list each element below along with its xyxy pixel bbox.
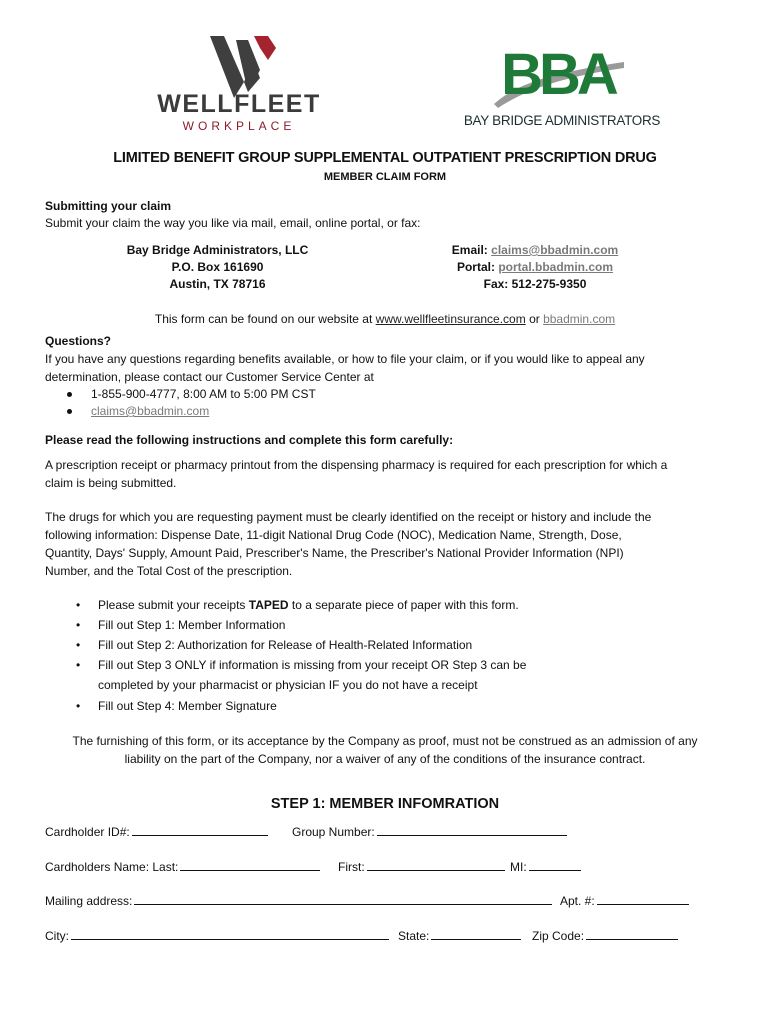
apt-row [560, 892, 693, 910]
state-field[interactable] [431, 927, 521, 940]
website-prefix: This form can be found on our website at [154, 312, 373, 326]
bullet-mark: • [76, 618, 81, 632]
mailing-address [110, 242, 325, 293]
state-label: State: [398, 929, 430, 943]
step1-title: STEP 1: MEMBER INFOMRATION [270, 796, 500, 812]
email-link[interactable]: claims@bbadmin.com [491, 243, 619, 257]
bullet-1-pre: Please submit your receipts [98, 598, 246, 612]
bba-logo-text: BBA [501, 42, 615, 107]
group-number-field[interactable] [377, 823, 567, 836]
instructions-para-1 [45, 456, 735, 492]
city-label: City: [45, 929, 69, 943]
wellfleet-sub: WORKPLACE [182, 119, 296, 133]
para-1-line-1: A prescription receipt or pharmacy printout from the dispensing pharmacy is required for each prescription for which a [45, 458, 668, 472]
instructions-heading: Please read the following instructions and complete this form carefully: [45, 433, 454, 447]
para-1-line-2: claim is being submitted. [45, 476, 177, 490]
zip-label: Zip Code: [532, 929, 585, 943]
last-name-field[interactable] [180, 858, 320, 871]
instructions-para-2 [45, 508, 735, 580]
address-line-3: Austin, TX 78716 [169, 277, 266, 291]
mailing-row [45, 892, 556, 910]
questions-heading: Questions? [45, 334, 112, 348]
disclaimer [0, 732, 770, 768]
bullet-1-bold: TAPED [248, 598, 289, 612]
mi-label: MI: [510, 860, 527, 874]
bullet-1-post: to a separate piece of paper with this form. [291, 598, 519, 612]
state-row [398, 927, 525, 945]
instruction-bullet-4-line-1: Fill out Step 3 ONLY if information is missing from your receipt OR Step 3 can be [98, 658, 527, 672]
form-subtitle: MEMBER CLAIM FORM [323, 171, 447, 183]
cardholder-id-field[interactable] [132, 823, 268, 836]
para-2-line-1: The drugs for which you are requesting payment must be clearly identified on the receipt or history and include the [45, 510, 652, 524]
para-2-line-3: Quantity, Days' Supply, Amount Paid, Prescriber's Name, the Prescriber's National Provider Information (NPI) [45, 546, 624, 560]
group-number-row [292, 823, 571, 841]
mailing-label: Mailing address: [45, 894, 133, 908]
bullet-mark: • [76, 638, 81, 652]
bba-name: BAY BRIDGE ADMINISTRATORS [463, 113, 661, 128]
city-row [45, 927, 393, 945]
submitting-text: Submit your claim the way you like via mail, email, online portal, or fax: [45, 216, 421, 230]
portal-label: Portal: [456, 260, 495, 274]
email-label: Email: [451, 243, 488, 257]
cardholder-id-label: Cardholder ID#: [45, 825, 130, 839]
portal-link[interactable]: portal.bbadmin.com [498, 260, 614, 274]
fax: Fax: 512-275-9350 [483, 277, 587, 291]
instruction-bullet-3: Fill out Step 2: Authorization for Release of Health-Related Information [98, 638, 473, 652]
bullet-mark: • [76, 699, 81, 713]
cardholder-id-row [45, 823, 272, 841]
form-title: LIMITED BENEFIT GROUP SUPPLEMENTAL OUTPATIENT PRESCRIPTION DRUG [113, 150, 657, 166]
instruction-bullet-4-line-2: completed by your pharmacist or physician IF you do not have a receipt [98, 678, 478, 692]
mailing-field[interactable] [134, 892, 552, 905]
apt-label: Apt. #: [560, 894, 595, 908]
bullet-mark: • [76, 658, 81, 672]
questions-phone: 1-855-900-4777, 8:00 AM to 5:00 PM CST [91, 387, 316, 401]
questions-email-link[interactable]: claims@bbadmin.com [91, 404, 210, 418]
website-line [0, 311, 770, 328]
apt-field[interactable] [597, 892, 689, 905]
first-name-field[interactable] [367, 858, 505, 871]
address-line-1: Bay Bridge Administrators, LLC [126, 243, 309, 257]
bullet-mark: • [76, 598, 81, 612]
city-field[interactable] [71, 927, 389, 940]
para-2-line-4: Number, and the Total Cost of the prescription. [45, 564, 293, 578]
first-name-label: First: [338, 860, 365, 874]
mi-field[interactable] [529, 858, 581, 871]
instruction-bullet-2: Fill out Step 1: Member Information [98, 618, 286, 632]
disclaimer-line-2: liability on the part of the Company, nor a waiver of any of the conditions of the insurance contract. [124, 752, 646, 766]
submitting-heading: Submitting your claim [45, 199, 172, 213]
name-row [45, 858, 324, 876]
disclaimer-line-1: The furnishing of this form, or its acceptance by the Company as proof, must not be construed as an admission of any [72, 734, 698, 748]
mi-row [510, 858, 585, 876]
bba-logo [488, 42, 628, 112]
para-2-line-2: following information: Dispense Date, 11-digit National Drug Code (NOC), Medication Name, Strength, Dose, [45, 528, 622, 542]
zip-field[interactable] [586, 927, 678, 940]
bullet [67, 409, 72, 414]
questions-line-1: If you have any questions regarding benefits available, or how to file your claim, or if you would like to appeal any [45, 352, 645, 366]
questions-line-2: determination, please contact our Customer Service Center at [45, 370, 374, 384]
website-link-wellfleet[interactable]: www.wellfleetinsurance.com [375, 312, 526, 326]
contact-info [430, 242, 640, 293]
instruction-bullet-1 [98, 597, 519, 614]
zip-row [532, 927, 682, 945]
website-or: or [529, 312, 540, 326]
instruction-bullet-5: Fill out Step 4: Member Signature [98, 699, 277, 713]
website-link-bbadmin[interactable]: bbadmin.com [543, 312, 616, 326]
group-number-label: Group Number: [292, 825, 375, 839]
last-name-label: Cardholders Name: Last: [45, 860, 179, 874]
address-line-2: P.O. Box 161690 [171, 260, 264, 274]
bullet [67, 392, 72, 397]
wellfleet-name: WELLFLEET [157, 90, 321, 118]
first-name-row [338, 858, 509, 876]
